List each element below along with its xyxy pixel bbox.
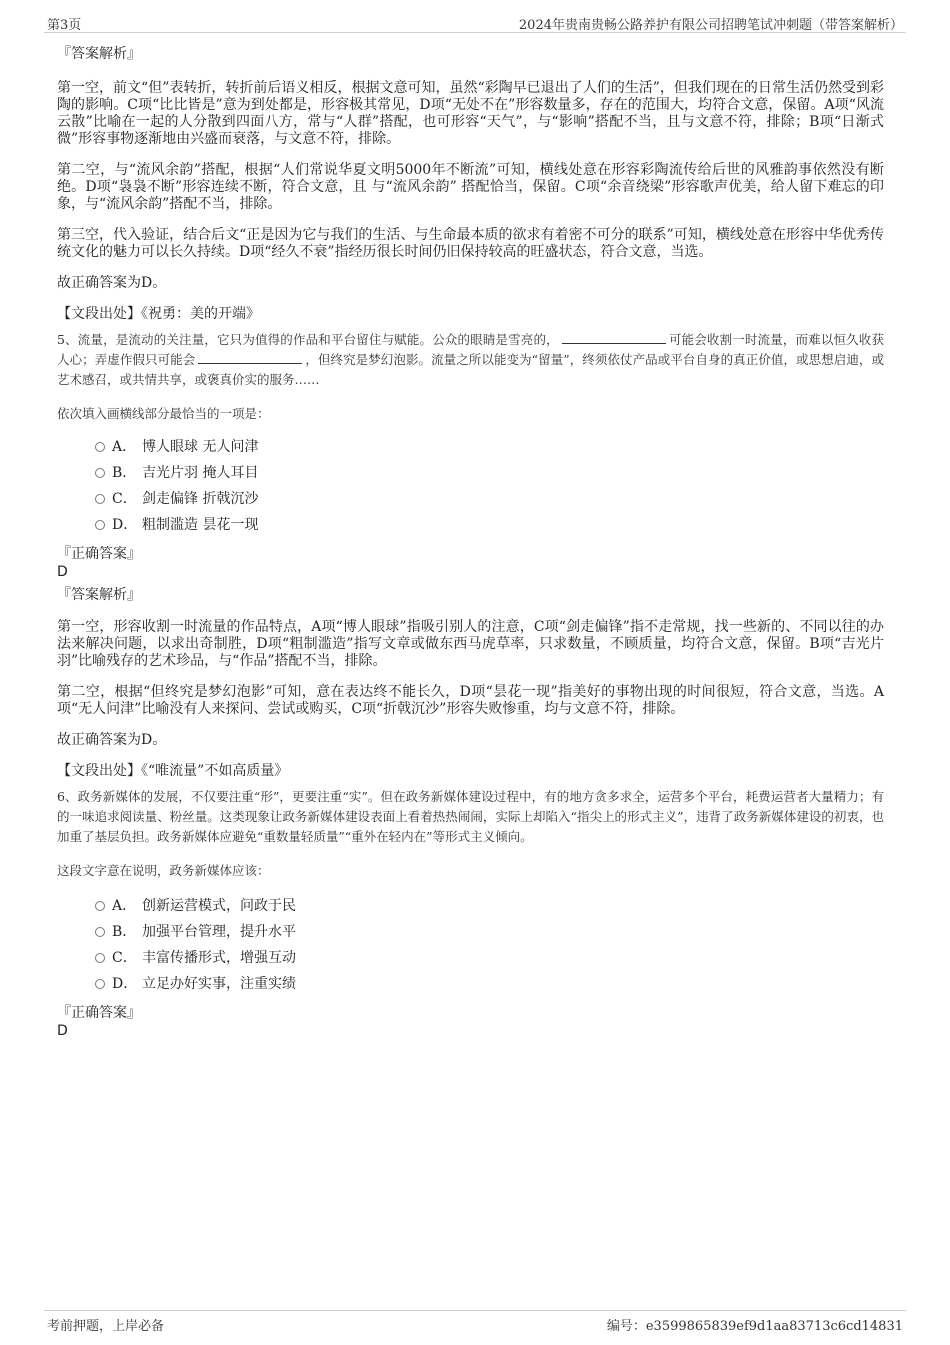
conclusion: 故正确答案为D。 — [57, 732, 167, 748]
correct-answer-label: 『正确答案』 — [57, 546, 141, 562]
page-footer — [44, 1310, 906, 1334]
fill-blank — [198, 352, 302, 364]
option-c[interactable]: C． 剑走偏锋 折戟沉沙 — [57, 486, 884, 512]
analysis-paragraph: 第一空，形容收割一时流量的作品特点，A项“博人眼球”指吸引别人的注意，C项“剑走偏锋”指不走常规，找一些新的、不同以往的办法来解决问题，以求出奇制胜，D项“粗制滥造”指写文章或做东西马虎草率，只求数量，不顾质量，均符合文意，保留。B项“吉光片羽”比喻残存的艺术珍品，与“作品”搭配不当，排除。 — [57, 619, 884, 669]
question-prompt: 依次填入画横线部分最恰当的一项是： — [57, 406, 270, 421]
page-header — [44, 14, 906, 33]
page-number: 第3页 — [47, 18, 82, 33]
options-list — [57, 434, 884, 538]
source-citation: 【文段出处】《“唯流量”不如高质量》 — [57, 763, 289, 779]
analysis-paragraph: 第二空，根据“但终究是梦幻泡影”可知，意在表达终不能长久，D项“昙花一现”指美好的事物出现的时间很短，符合文意，当选。A项“无人问津”比喻没有人来探问、尝试或购买，C项“折戟沉沙”形容失败惨重，均与文意不符，排除。 — [57, 684, 884, 717]
question-prompt: 这段文字意在说明，政务新媒体应该： — [57, 863, 270, 878]
radio-icon[interactable] — [95, 468, 105, 478]
option-d[interactable]: D． 粗制滥造 昙花一现 — [57, 512, 884, 538]
analysis-paragraph: 第一空，前文“但”表转折，转折前后语义相反，根据文意可知，虽然“彩陶早已退出了人们的生活”，但我们现在的日常生活仍然受到彩陶的影响。C项“比比皆是”意为到处都是，形容极其常见，D项“无处不在”形容数量多，存在的范围大，均符合文意，保留。A项“风流云散”比喻在一起的人分散到四面八方，常与“人群”搭配，也可形容“天气”，与“影响”搭配不当，且与文意不符，排除；B项“日渐式微”形容事物逐渐地由兴盛而衰落，与文意不符，排除。 — [57, 80, 884, 147]
radio-icon[interactable] — [95, 520, 105, 530]
analysis-label: 『答案解析』 — [57, 46, 141, 62]
question-text: 6、政务新媒体的发展，不仅要注重“形”，更要注重“实”。但在政务新媒体建设过程中，有的地方贪多求全，运营多个平台，耗费运营者大量精力；有的一味追求阅读量、粉丝量。这类现象让政务新媒体建设表面上看着热热闹闹，实际上却陷入“指尖上的形式主义”，违背了政务新媒体建设的初衷，也加重了基层负担。政务新媒体应避免“重数量轻质量”“重外在轻内在”等形式主义倾向。 — [57, 789, 884, 844]
radio-icon[interactable] — [95, 901, 105, 911]
document-title: 2024年贵南贵畅公路养护有限公司招聘笔试冲刺题（带答案解析） — [518, 18, 903, 33]
question-text: 5、流量，是流动的关注量，它只为值得的作品和平台留住与赋能。公众的眼睛是雪亮的， 可能会收割一时流量，而难以恒久收获人心；弄虚作假只可能会 ，但终究是梦幻泡影。流量之所以能变为“留量”，终须依仗产品或平台自身的真正价值，或思想启迪，或艺术感召，或共情共享，或褒真价实的服务…… — [57, 332, 884, 387]
option-a[interactable]: A． 博人眼球 无人问津 — [57, 434, 884, 460]
fill-blank — [562, 332, 666, 344]
option-a[interactable]: A． 创新运营模式，问政于民 — [57, 893, 884, 919]
source-citation: 【文段出处】《祝勇：美的开端》 — [57, 306, 260, 322]
analysis-label: 『答案解析』 — [57, 587, 141, 603]
q4-analysis — [57, 44, 884, 324]
radio-icon[interactable] — [95, 979, 105, 989]
correct-answer: D — [57, 1023, 68, 1039]
option-d[interactable]: D． 立足办好实事，注重实绩 — [57, 971, 884, 997]
footer-slogan: 考前押题，上岸必备 — [47, 1319, 165, 1334]
document-id: 编号：e3599865839ef9d1aa83713c6cd14831 — [606, 1319, 903, 1334]
analysis-paragraph: 第三空，代入验证，结合后文“正是因为它与我们的生活、与生命最本质的欲求有着密不可分的联系”可知，横线处意在形容中华优秀传统文化的魅力可以长久持续。D项“经久不衰”指经历很长时间仍旧保持较高的旺盛状态，符合文意，当选。 — [57, 227, 884, 260]
options-list — [57, 893, 884, 997]
radio-icon[interactable] — [95, 494, 105, 504]
page-content — [57, 44, 884, 1040]
option-b[interactable]: B． 吉光片羽 掩人耳目 — [57, 460, 884, 486]
correct-answer: D — [57, 564, 68, 580]
question-6 — [57, 787, 884, 1040]
conclusion: 故正确答案为D。 — [57, 275, 167, 291]
option-c[interactable]: C． 丰富传播形式，增强互动 — [57, 945, 884, 971]
radio-icon[interactable] — [95, 442, 105, 452]
correct-answer-label: 『正确答案』 — [57, 1005, 141, 1021]
question-5 — [57, 330, 884, 781]
analysis-paragraph: 第二空，与“流风余韵”搭配，根据“人们常说华夏文明5000年不断流”可知，横线处意在形容彩陶流传给后世的风雅韵事依然没有断绝。D项“袅袅不断”形容连续不断，符合文意，且 与“流风余韵” 搭配恰当，保留。C项“余音绕梁”形容歌声优美，给人留下难忘的印象，与“流风余韵”搭配不当，排除。 — [57, 162, 884, 212]
option-b[interactable]: B． 加强平台管理，提升水平 — [57, 919, 884, 945]
radio-icon[interactable] — [95, 953, 105, 963]
radio-icon[interactable] — [95, 927, 105, 937]
